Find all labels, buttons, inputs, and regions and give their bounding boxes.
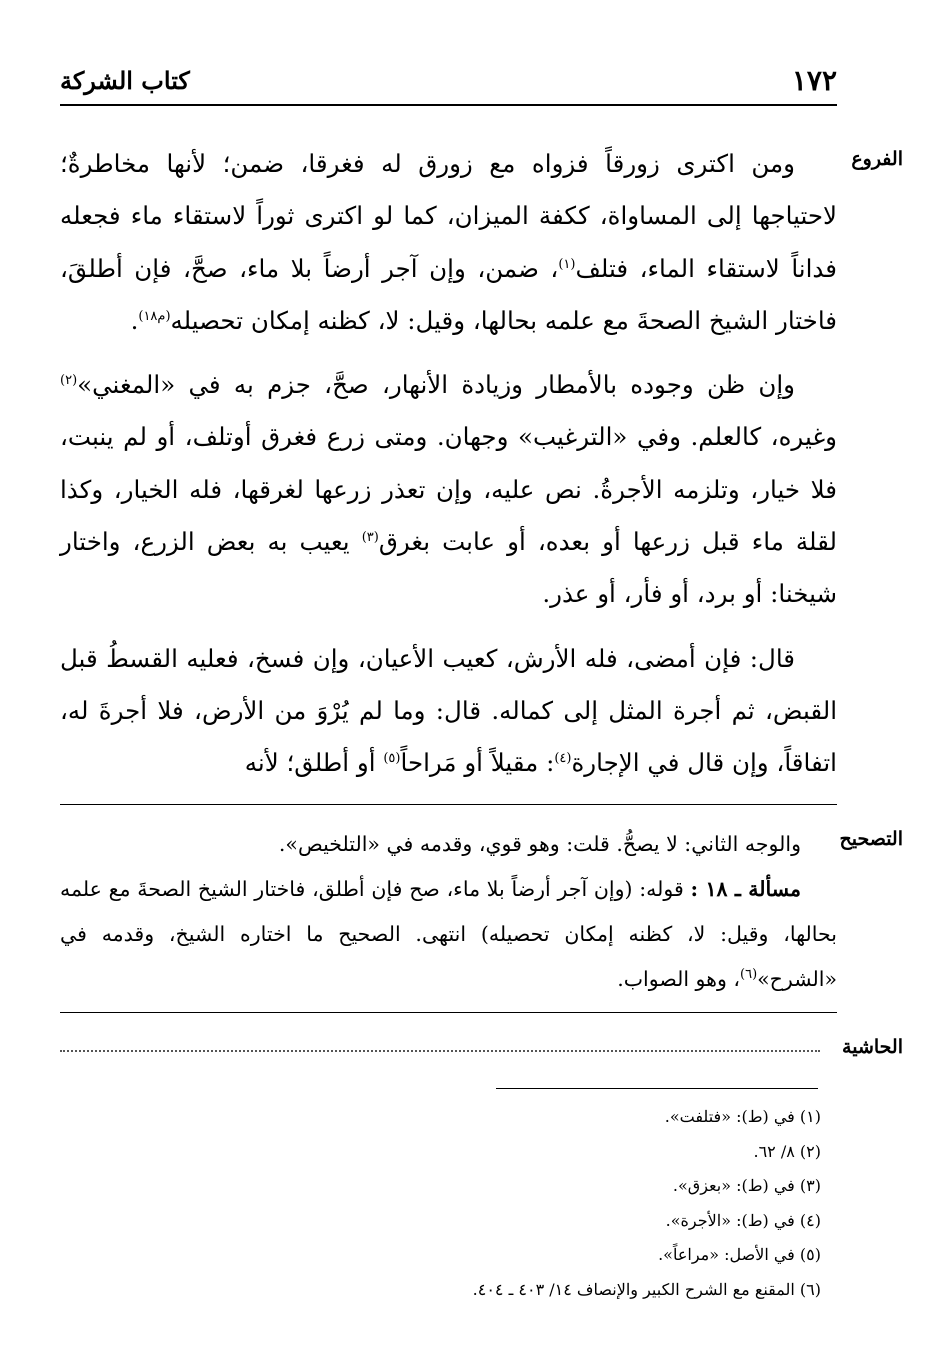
footnote-ref: (٢) xyxy=(60,373,78,389)
tashih-ref: (م١٨) xyxy=(138,308,171,324)
tashih-masala: مسألة ـ ١٨ : قوله: (وإن آجر أرضاً بلا ماء، صح فإن أطلق، فاختار الشيخ الصحةَ مع علمه بحالها، وقيل: لا، كظنه إمكان تحصيله) انتهى. الصحيح ما اختاره الشيخ، وقدمه في «الشرح»$^{(٦)}$، وهو الصواب. xyxy=(60,877,837,991)
running-title: كتاب الشركة xyxy=(60,66,190,95)
footnote-6: (٦) المقنع مع الشرح الكبير والإنصاف ١٤/ ٤٠٣ ـ ٤٠٤. xyxy=(472,1279,821,1299)
hashiya-dotted-line xyxy=(60,1050,820,1052)
main-divider xyxy=(60,804,837,805)
footnote-4: (٤) في (ط): «الأجرة». xyxy=(665,1210,821,1230)
tashih-divider xyxy=(60,1012,837,1013)
footnote-rule xyxy=(496,1088,818,1089)
page-header xyxy=(60,62,837,102)
tashih-section xyxy=(60,822,837,1002)
footnote-ref: (٦) xyxy=(740,967,758,983)
footnotes xyxy=(300,1100,821,1307)
main-text xyxy=(60,138,837,790)
page-number: ١٧٢ xyxy=(791,64,837,97)
header-rule xyxy=(60,104,837,106)
label-hashiya: الحاشية xyxy=(842,1036,903,1058)
footnote-1: (١) في (ط): «فتلفت». xyxy=(664,1107,821,1126)
paragraph-1: ومن اكترى زورقاً فزواه مع زورق له فغرقا، ضمن؛ لأنها مخاطرةٌ؛ لاحتياجها إلى المساواة، ككفة الميزان، كما لو اكترى ثوراً لاستقاء ماء فجعله فداناً لاستقاء الماء، فتلف$^{(١)}$، ضمن، وإن آجر أرضاً بلا ماء، صحَّ، فإن أطلقَ، فاختار الشيخ الصحةَ مع علمه بحالها، وقيل: لا، كظنه إمكان تحصيله$^{(م١٨)}$. xyxy=(60,149,837,335)
footnote-5: (٥) في الأصل: «مراعاً». xyxy=(658,1245,821,1264)
footnote-ref: (٥) xyxy=(383,751,401,767)
paragraph-3: قال: فإن أمضى، فله الأرش، كعيب الأعيان، وإن فسخ، فعليه القسطُ قبل القبض، ثم أجرة المثل إلى كماله. قال: وما لم يُرْوَ من الأرض، فلا أجرةَ له، اتفاقاً، وإن قال في الإجارة$^{(٤)}$: مقيلاً أو مَراحاً$^{(٥)}$ أو أطلق؛ لأنه xyxy=(60,643,837,778)
footnote-ref: (٣) xyxy=(361,529,379,545)
paragraph-2: وإن ظن وجوده بالأمطار وزيادة الأنهار، صحَّ، جزم به في «المغني»$^{(٢)}$ وغيره، كالعلم. وفي «الترغيب» وجهان. ومتى زرع فغرق أوتلف، أو لم ينبت، فلا خيار، وتلزمه الأجرةُ. نص عليه، وإن تعذر زرعها لغرقها، فله الخيار، وكذا لقلة ماء قبل زرعها أو بعده، أو عابت بغرق$^{(٣)}$ يعيب به بعض الزرع، واختار شيخنا: أو برد، أو فأر، أو عذر. xyxy=(60,370,837,609)
footnote-3: (٣) في (ط): «بعزق». xyxy=(672,1176,821,1195)
label-tashih: التصحيح xyxy=(839,828,903,850)
footnote-ref: (٤) xyxy=(554,751,572,767)
tashih-line-1: والوجه الثاني: لا يصحُّ. قلت: وهو قوي، وقدمه في «التلخيص». xyxy=(278,832,801,856)
footnote-ref: (١) xyxy=(558,256,576,272)
masala-label: مسألة ـ ١٨ : xyxy=(690,877,801,901)
footnote-2: (٢) ٨/ ٦٢. xyxy=(753,1141,821,1161)
label-furu: الفروع xyxy=(851,148,903,170)
